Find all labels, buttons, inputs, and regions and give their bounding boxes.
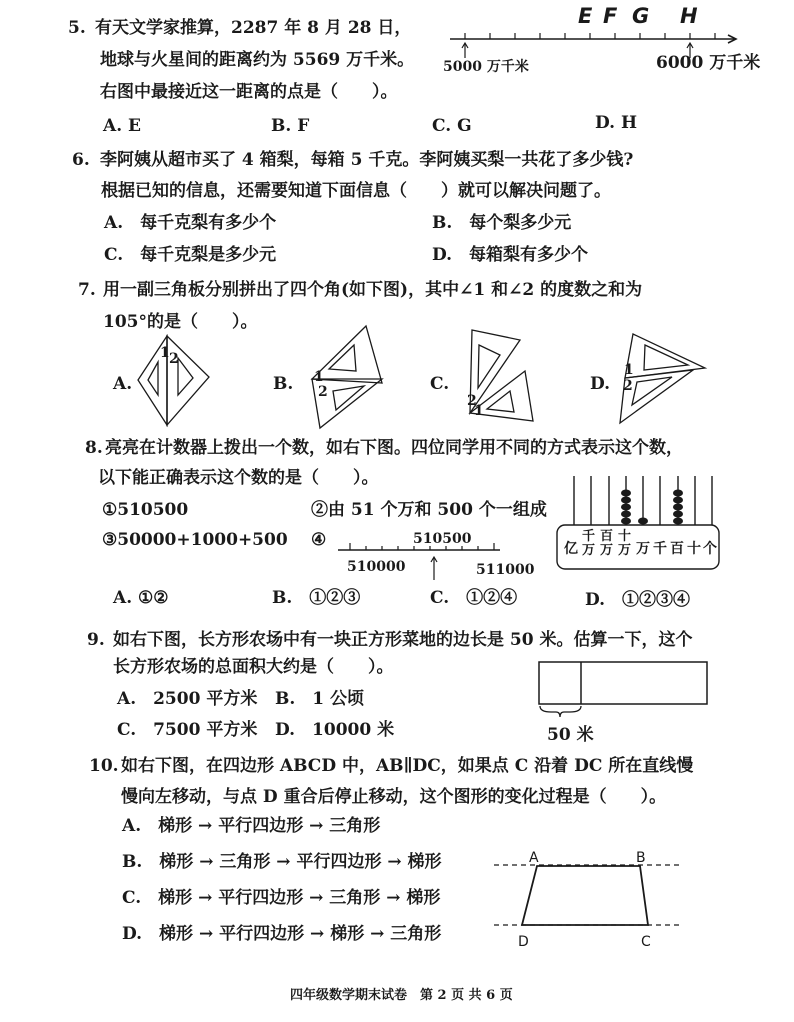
q9-figure-label: 50 米 [547, 725, 594, 745]
q9-text-line2: 长方形农场的总面积大约是（ ）。 [113, 657, 394, 677]
q10-point-b: B [636, 850, 646, 866]
q5-left-label: 5000 万千米 [443, 59, 529, 75]
q5-point-g: G [632, 4, 650, 28]
q7-a-angle2-label: 2 [169, 351, 179, 367]
abacus-label-yi: 亿 [564, 541, 578, 557]
q8-option-a: A. ①② [113, 588, 169, 608]
q9-text-line1: 如右下图，长方形农场中有一块正方形菜地的边长是 50 米。估算一下，这个 [113, 630, 693, 650]
q9-option-b: B. 1 公顷 [275, 689, 365, 709]
q8-text-line1: 亮亮在计数器上拨出一个数，如右下图。四位同学用不同的方式表示这个数， [105, 438, 683, 458]
q10-text-line2: 慢向左移动，与点 D 重合后停止移动，这个图形的变化过程是（ ）。 [121, 787, 667, 807]
q10-point-d: D [518, 934, 529, 950]
q7-option-c: C. [430, 374, 450, 394]
q9-number: 9. [87, 630, 105, 650]
q7-c-angle1-label: 1 [474, 403, 484, 419]
q8-option-c: C. ①②④ [430, 588, 518, 608]
q10-option-c: C. 梯形 → 平行四边形 → 三角形 → 梯形 [122, 888, 441, 908]
q7-number: 7. [78, 280, 96, 300]
q10-number: 10. [89, 756, 119, 776]
q8-item2: ②由 51 个万和 500 个一组成 [311, 500, 547, 520]
q5-point-f: F [603, 4, 618, 28]
q5-point-h: H [680, 4, 698, 28]
q8-numline-left: 510000 [347, 559, 406, 575]
q5-right-label: 6000 万千米 [656, 53, 761, 73]
q8-item1: ①510500 [102, 500, 189, 520]
q7-c-angle2-label: 2 [467, 393, 477, 409]
q7-text-line1: 用一副三角板分别拼出了四个角(如下图)，其中∠1 和∠2 的度数之和为 [103, 280, 643, 300]
abacus-label-ge: 个 [703, 541, 717, 557]
abacus-label-bai: 百 [670, 541, 684, 557]
q7-option-a: A. [113, 374, 133, 394]
q7-b-angle1-label: 1 [314, 369, 324, 385]
q8-numline-mid: 510500 [413, 531, 472, 547]
q5-number: 5. [68, 18, 86, 38]
q10-option-a: A. 梯形 → 平行四边形 → 三角形 [122, 816, 381, 836]
q5-text-line2: 地球与火星间的距离约为 5569 万千米。 [100, 50, 415, 70]
q5-text-line1: 有天文学家推算，2287 年 8 月 28 日， [95, 18, 412, 38]
quadrilateral-abcd [522, 866, 648, 925]
q8-option-d: D. ①②③④ [585, 590, 691, 610]
q7-a-angle1-label: 1 [160, 345, 170, 361]
q7-option-d: D. [590, 374, 611, 394]
abacus-label-qian: 千 [653, 541, 667, 557]
q7-d-angle1-label: 1 [624, 362, 634, 378]
abacus-label-baiwan: 百万 [600, 529, 614, 558]
q7-text-line2: 105°的是（ ）。 [103, 312, 258, 332]
q8-item4: ④ [311, 530, 327, 550]
q10-point-c: C [641, 934, 651, 950]
q6-text-line1: 李阿姨从超市买了 4 箱梨，每箱 5 千克。李阿姨买梨一共花了多少钱? [100, 150, 634, 170]
q10-option-d: D. 梯形 → 平行四边形 → 梯形 → 三角形 [122, 924, 442, 944]
q6-text-line2: 根据已知的信息，还需要知道下面信息（ ）就可以解决问题了。 [101, 181, 611, 201]
q9-option-c: C. 7500 平方米 [117, 720, 258, 740]
q6-option-b: B. 每个梨多少元 [432, 213, 572, 233]
q5-option-a: A. E [103, 116, 141, 136]
abacus-label-shi: 十 [687, 541, 701, 557]
q8-item3: ③50000+1000+500 [102, 530, 288, 550]
q10-text-line1: 如右下图，在四边形 ABCD 中，AB∥DC，如果点 C 沿着 DC 所在直线慢 [121, 756, 694, 776]
q7-option-b: B. [273, 374, 294, 394]
q9-option-a: A. 2500 平方米 [117, 689, 258, 709]
q5-option-c: C. G [432, 116, 472, 136]
q6-number: 6. [72, 150, 90, 170]
q10-option-b: B. 梯形 → 三角形 → 平行四边形 → 梯形 [122, 852, 442, 872]
q7-d-angle2-label: 2 [623, 378, 633, 394]
q5-text-line3: 右图中最接近这一距离的点是（ ）。 [100, 82, 398, 102]
q5-option-b: B. F [271, 116, 310, 136]
q6-option-c: C. 每千克梨是多少元 [104, 245, 277, 265]
abacus-label-shiwan: 十万 [618, 529, 632, 558]
abacus-label-wan: 万 [636, 541, 650, 557]
q9-option-d: D. 10000 米 [275, 720, 395, 740]
q5-point-e: E [578, 4, 593, 28]
q8-text-line2: 以下能正确表示这个数的是（ ）。 [98, 468, 379, 488]
q10-point-a: A [529, 850, 539, 866]
q8-numline-right: 511000 [476, 562, 535, 578]
page-footer: 四年级数学期末试卷 第 2 页 共 6 页 [290, 988, 513, 1003]
q7-b-angle2-label: 2 [318, 384, 328, 400]
q8-option-b: B. ①②③ [272, 588, 361, 608]
q8-number: 8. [85, 438, 103, 458]
q6-option-d: D. 每箱梨有多少个 [432, 245, 589, 265]
q6-option-a: A. 每千克梨有多少个 [104, 213, 277, 233]
abacus-label-qianwan: 千万 [582, 529, 596, 558]
q5-option-d: D. H [595, 113, 638, 133]
